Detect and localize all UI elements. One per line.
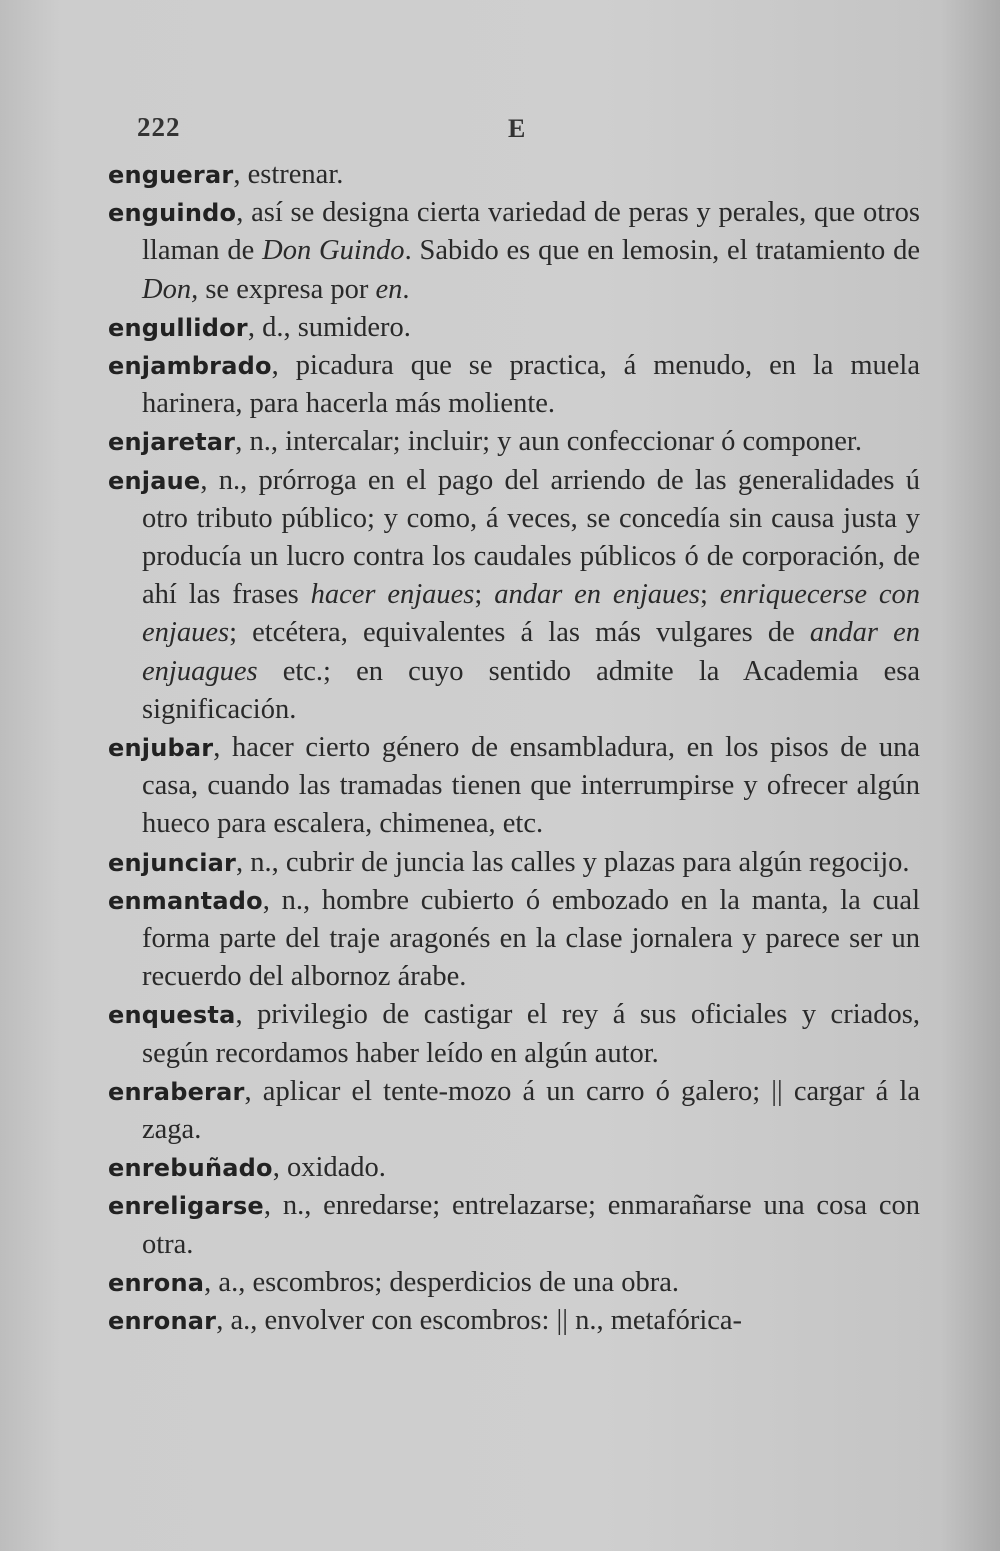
dictionary-entry	[108, 462, 920, 729]
dictionary-entry	[108, 1149, 920, 1187]
headword: enrona	[108, 1268, 205, 1297]
italic-term: en	[375, 273, 403, 305]
headword: enronar	[108, 1307, 217, 1336]
dictionary-entry	[108, 156, 920, 194]
definition: se expresa por	[198, 273, 376, 305]
italic-term: Don,	[142, 273, 199, 305]
definition: , estrenar.	[233, 159, 344, 190]
definition: , privilegio de castigar el rey á sus oficiales y criados, según recordamos haber leído en algún autor.	[142, 999, 920, 1069]
definition: , hacer cierto género de ensambladura, en los pisos de una casa, cuando las tramadas tienen que interrumpirse y ofrecer algún hueco para escalera, chimenea, etc.	[142, 732, 920, 840]
headword: enquesta	[108, 1001, 236, 1030]
definition: , aplicar el tente-mozo á un carro ó galero; || cargar á la zaga.	[142, 1075, 920, 1146]
headword: enmantado	[108, 886, 263, 915]
definition: ;	[474, 579, 495, 611]
definition: , picadura que se practica, á menudo, en la muela harinera, para hacerla más moliente.	[142, 350, 920, 420]
definition: . Sabido es que en lemosin, el tratamiento de	[404, 235, 920, 267]
dictionary-entry	[108, 1073, 920, 1149]
dictionary-entry	[108, 882, 920, 997]
headword: enjaue	[108, 466, 201, 495]
headword: enguindo	[108, 199, 237, 228]
italic-term: Don Guindo	[262, 235, 405, 267]
headword: enraberar	[108, 1077, 245, 1106]
definition: , oxidado.	[272, 1152, 386, 1184]
dictionary-entry	[108, 729, 920, 844]
definition: , n., enredarse; entrelazarse; enmarañarse una cosa con otra.	[142, 1190, 920, 1260]
headword: engullidor	[108, 313, 248, 342]
definition: , n., hombre cubierto ó embozado en la manta, la cual forma parte del traje aragonés en la clase jornalera y parece ser un recuerdo del albornoz árabe.	[142, 884, 920, 993]
italic-term: andar en enjuagues	[142, 617, 920, 687]
dictionary-entry	[108, 347, 920, 423]
headword: enguerar	[108, 161, 234, 189]
dictionary-entries	[108, 156, 920, 1340]
definition: , a., escombros; desperdicios de una obra.	[204, 1266, 680, 1298]
definition: ; etcétera, equivalentes á las más vulgares de	[229, 617, 810, 649]
italic-term: enriquecerse con enjaues	[142, 579, 920, 649]
definition: ;	[699, 579, 720, 611]
dictionary-entry	[108, 423, 920, 461]
definition: , d., sumidero.	[247, 311, 411, 343]
headword: enrebuñado	[108, 1154, 273, 1183]
headword: enjambrado	[108, 352, 272, 381]
italic-term: hacer enjaues	[310, 579, 475, 611]
headword: enreligarse	[108, 1192, 264, 1221]
dictionary-entry	[108, 844, 920, 882]
dictionary-entry	[108, 194, 920, 309]
definition: , n., intercalar; incluir; y aun confeccionar ó componer.	[235, 426, 862, 458]
definition: , así se designa cierta variedad de peras y perales, que otros llaman de	[142, 197, 920, 267]
dictionary-entry	[108, 309, 920, 347]
dictionary-entry	[108, 996, 920, 1072]
definition: .	[402, 273, 410, 305]
headword: enjaretar	[108, 428, 236, 457]
page-number: 222	[137, 112, 181, 142]
running-head	[0, 112, 1000, 152]
headword: enjunciar	[108, 848, 237, 877]
italic-term: andar en enjaues	[494, 579, 700, 611]
dictionary-entry	[108, 1302, 920, 1340]
definition: , a., envolver con escombros: || n., metafórica-	[216, 1305, 743, 1337]
section-letter: E	[508, 114, 526, 143]
definition: , n., prórroga en el pago del arriendo de las generalidades ú otro tributo público; y como, á veces, se concedía sin causa justa y producía un lucro contra los caudales públicos ó de corporación, de ahí las frases	[142, 464, 920, 611]
definition: etc.; en cuyo sentido admite la Academia esa significación.	[142, 655, 920, 725]
definition: , n., cubrir de juncia las calles y plazas para algún regocijo.	[236, 846, 910, 878]
headword: enjubar	[108, 734, 214, 763]
dictionary-entry	[108, 1264, 920, 1302]
dictionary-entry	[108, 1187, 920, 1263]
